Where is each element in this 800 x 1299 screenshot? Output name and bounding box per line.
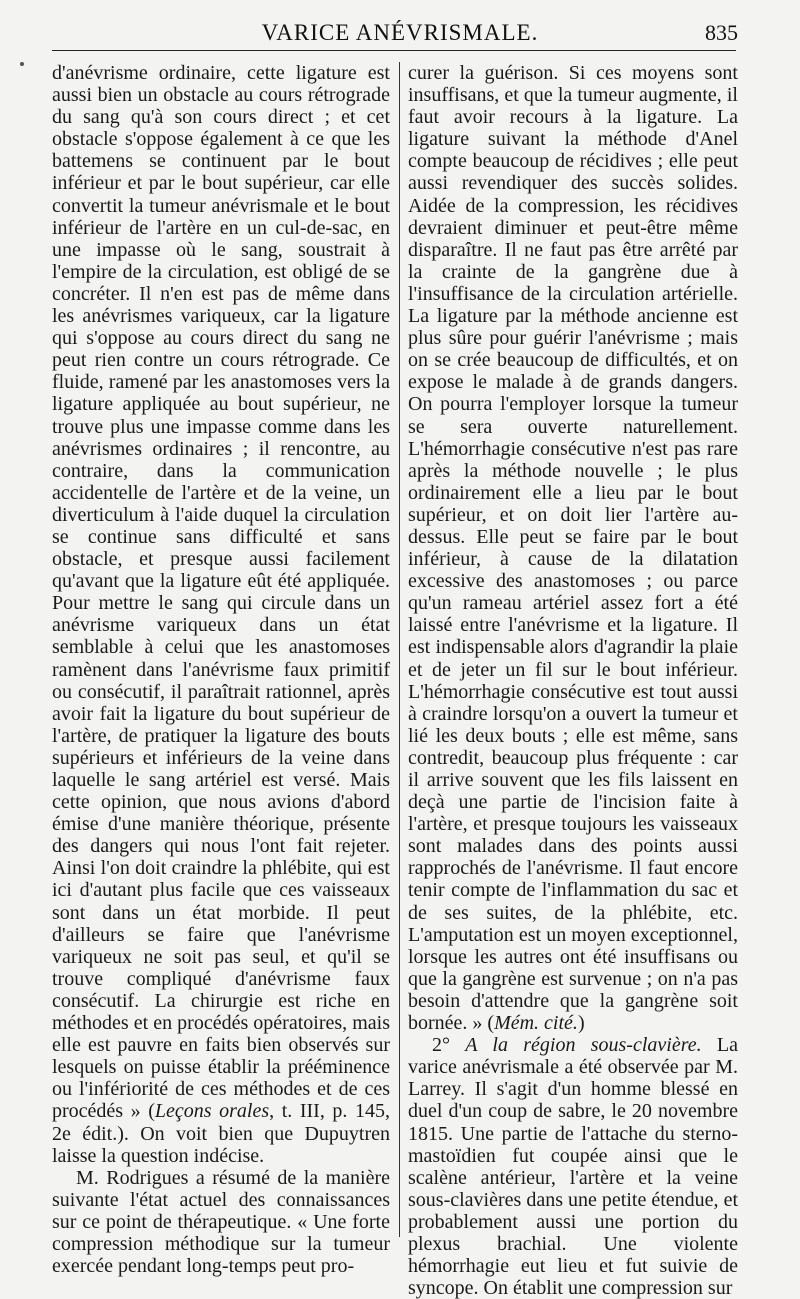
section-heading: A la région sous-clavière. (465, 1034, 702, 1057)
right-paragraph-1 (408, 62, 738, 1034)
column-divider (399, 62, 400, 1237)
left-column (52, 62, 390, 1278)
header-rule (52, 50, 736, 51)
left-p1-citation: Leçons orales (154, 1100, 270, 1123)
section-number: 2° (432, 1034, 466, 1057)
right-p1-text: curer la guérison. Si ces moyens sont insuffisans, et que la tumeur augmente, il faut avoir recours à la ligature. La ligature suivant la méthode d'Anel compte beaucoup de récidives ; elle peut aussi revendiquer des succès solides. Aidée de la compression, les récidives devraient diminuer et peut-être même disparaître. Il ne faut pas être arrêté par la crainte de la gangrène due à l'insuffisance de la circulation artérielle. La ligature par la méthode ancienne est plus sûre pour guérir l'anévrisme ; mais on se crée beaucoup de difficultés, et on expose le malade à de grands dangers. On pourra l'employer lorsque la tumeur se sera ouverte naturellement. L'hémorrhagie consécutive n'est pas rare après la méthode nouvelle ; le plus ordinairement elle a lieu par le bout supérieur, et on doit lier l'artère au-dessus. Elle peut se faire par le bout inférieur, à cause de la dilatation excessive des anastomoses ; ou parce qu'un rameau artériel assez fort a été laissé entre l'anévrisme et la ligature. Il est indispensable alors d'agrandir la plaie et de jeter un fil sur le bout inférieur. L'hémorrhagie consécutive est tout aussi à craindre lorsqu'on a ouvert la tumeur et lié les deux bouts ; elle est même, sans contredit, beaucoup plus fréquente : car il arrive souvent que les fils laissent en deçà une partie de l'incision faite à l'artère, et presque toujours les vaisseaux sont malades dans des points aussi rapprochés de l'anévrisme. Il faut encore tenir compte de l'inflammation du sac et de ses suites, de la phlébite, etc. L'amputation est un moyen exceptionnel, lorsque les autres ont été insuffisans ou que la gangrène est survenue ; on n'a pas besoin d'attendre que la gangrène soit bornée. » ( (408, 62, 738, 1035)
running-title: VARICE ANÉVRISMALE. (261, 20, 539, 45)
left-p1-tail: , t. III, p. 145, 2e édit.). On voit bien que Dupuytren laisse la question indécise. (52, 1100, 390, 1167)
left-p1-text: d'anévrisme ordinaire, cette ligature est aussi bien un obstacle au cours rétrograde du sang qu'à son cours direct ; et cet obstacle s'oppose également à ce que les battemens se continuent par le bout inférieur et par le bout supérieur, car elle convertit la tumeur anévrismale et le bout inférieur de l'artère en un cul-de-sac, en une impasse où le sang, soustrait à l'empire de la circulation, est obligé de se concréter. Il n'en est pas de même dans les anévrismes variqueux, car la ligature qui s'oppose au cours direct du sang ne peut rien contre un cours rétrograde. Ce fluide, ramené par les anastomoses vers la ligature appliquée au bout supérieur, ne trouve plus une impasse comme dans les anévrismes ordinaires ; il rencontre, au contraire, dans la communication accidentelle de l'artère et de la veine, un diverticulum à l'aide duquel la circulation se continue sans difficulté et sans obstacle, et presque aussi facilement qu'avant que la ligature eût été appliquée. Pour mettre le sang qui circule dans un anévrisme variqueux dans un état semblable à celui que les anastomoses ramènent dans l'anévrisme faux primitif ou consécutif, il paraîtrait rationnel, après avoir fait la ligature du bout supérieur de l'artère, de pratiquer la ligature des bouts supérieurs et inférieurs de la veine dans laquelle le sang artériel est versé. Mais cette opinion, que nous avions d'abord émise d'une manière théorique, présente des dangers qui nous l'ont fait rejeter. Ainsi l'on doit craindre la phlébite, qui est ici d'autant plus facile que ces vaisseaux sont dans un état morbide. Il peut d'ailleurs se faire que l'anévrisme variqueux ne soit pas seul, et qu'il se trouve compliqué d'anévrisme faux consécutif. La chirurgie est riche en méthodes et en procédés opératoires, mais elle est pauvre en faits bien observés sur lesquels on puisse établir la prééminence ou l'infériorité de ces méthodes et de ces procédés » ( (52, 62, 390, 1123)
right-p1-citation: Mém. cité. (494, 1012, 578, 1035)
right-p2-text: La varice anévrismale a été observée par M. Larrey. Il s'agit d'un homme blessé en duel d'un coup de sabre, le 20 novembre 1815. Une partie de l'attache du sterno-mastoïdien fut coupée ainsi que le scalène antérieur, l'artère et la veine sous-clavières dans une petite étendue, et probablement aussi une portion du plexus brachial. Une violente hémorrhagie eut lieu et fut suivie de syncope. On établit une compression sur (408, 1034, 738, 1299)
left-paragraph-1 (52, 62, 390, 1167)
right-column (408, 62, 738, 1299)
left-paragraph-2: M. Rodrigues a résumé de la manière suivante l'état actuel des connaissances sur ce point de thérapeutique. « Une forte compression méthodique sur la tumeur exercée pendant long-temps peut pro- (52, 1166, 390, 1278)
right-p1-tail: ) (577, 1012, 585, 1035)
page-header (0, 0, 800, 60)
margin-mark (20, 62, 24, 66)
right-paragraph-2 (408, 1034, 738, 1299)
page-number: 835 (705, 20, 738, 45)
